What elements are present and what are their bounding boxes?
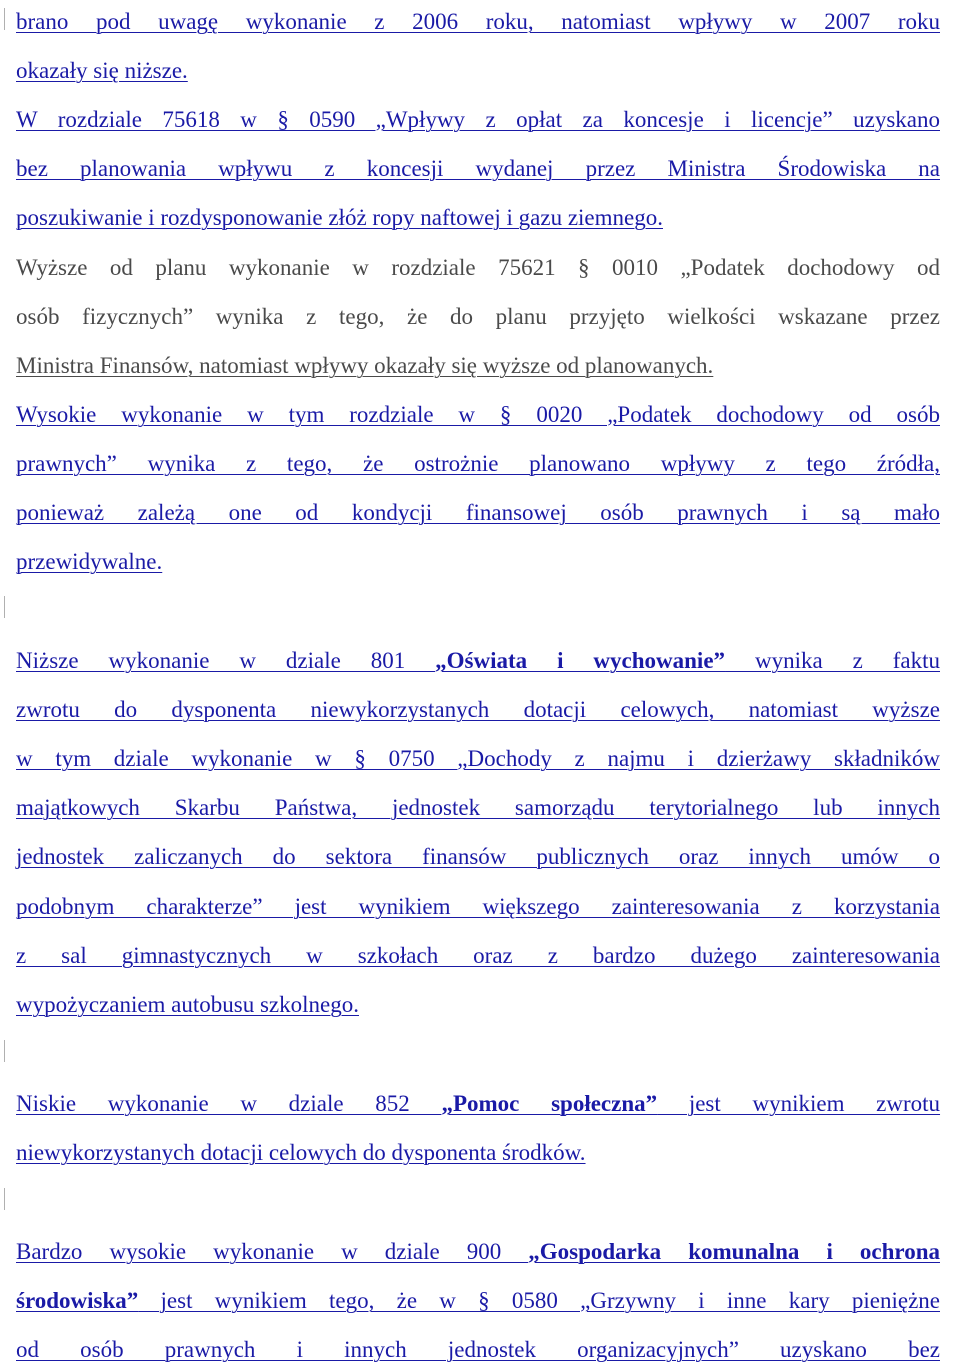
text-line: brano pod uwagę wykonanie z 2006 roku, natomiast wpływy w 2007 roku xyxy=(16,9,940,34)
text-line xyxy=(16,1090,940,1118)
text-segment: jest wynikiem tego, że w § 0580 „Grzywny i inne kary pieniężne xyxy=(138,1288,940,1313)
text-line: prawnych” wynika z tego, że ostrożnie planowano wpływy z tego źródła, xyxy=(16,451,940,476)
text-line: od osób prawnych i innych jednostek organizacyjnych” uzyskano bez xyxy=(16,1337,940,1362)
text-line: poszukiwanie i rozdysponowanie złóż ropy naftowej i gazu ziemnego. xyxy=(16,205,663,230)
text-line: Wysokie wykonanie w tym rozdziale w § 0020 „Podatek dochodowy od osób xyxy=(16,402,940,427)
margin-mark xyxy=(4,1188,5,1210)
text-line: niewykorzystanych dotacji celowych do dysponenta środków. xyxy=(16,1140,586,1165)
section-title: „Pomoc społeczna” xyxy=(441,1091,658,1116)
text-line: Wyższe od planu wykonanie w rozdziale 75621 § 0010 „Podatek dochodowy od xyxy=(16,255,940,280)
text-line: wypożyczaniem autobusu szkolnego. xyxy=(16,992,359,1017)
text-segment: Bardzo wysokie wykonanie w dziale 900 xyxy=(16,1239,529,1264)
text-line: jednostek zaliczanych do sektora finansów publicznych oraz innych umów o xyxy=(16,844,940,869)
text-line: W rozdziale 75618 w § 0590 „Wpływy z opłat za koncesje i licencje” uzyskano xyxy=(16,107,940,132)
section-title: środowiska” xyxy=(16,1288,139,1313)
text-line: Ministra Finansów, natomiast wpływy okazały się wyższe od planowanych. xyxy=(16,353,714,378)
text-line: okazały się niższe. xyxy=(16,58,188,83)
text-line: ponieważ zależą one od kondycji finansowej osób prawnych i są mało xyxy=(16,500,940,525)
margin-mark xyxy=(4,596,5,618)
text-line: przewidywalne. xyxy=(16,549,163,574)
text-line: bez planowania wpływu z koncesji wydanej przez Ministra Środowiska na xyxy=(16,156,940,181)
text-line xyxy=(16,647,940,675)
text-line: majątkowych Skarbu Państwa, jednostek samorządu terytorialnego lub innych xyxy=(16,795,940,820)
text-line: z sal gimnastycznych w szkołach oraz z bardzo dużego zainteresowania xyxy=(16,943,940,968)
text-segment: wynika z faktu xyxy=(725,648,940,673)
text-segment: Niższe wykonanie w dziale 801 xyxy=(16,648,436,673)
section-title: „Oświata i wychowanie” xyxy=(435,648,726,673)
text-line: osób fizycznych” wynika z tego, że do planu przyjęto wielkości wskazane przez xyxy=(16,304,940,329)
text-line: zwrotu do dysponenta niewykorzystanych dotacji celowych, natomiast wyższe xyxy=(16,697,940,722)
text-line: podobnym charakterze” jest wynikiem większego zainteresowania z korzystania xyxy=(16,894,940,919)
text-line: w tym dziale wykonanie w § 0750 „Dochody z najmu i dzierżawy składników xyxy=(16,746,940,771)
section-title: „Gospodarka komunalna i ochrona xyxy=(528,1239,940,1264)
text-line xyxy=(16,1238,940,1266)
text-line xyxy=(16,1287,940,1315)
text-segment: Niskie wykonanie w dziale 852 xyxy=(16,1091,442,1116)
text-segment: jest wynikiem zwrotu xyxy=(657,1091,941,1116)
margin-mark xyxy=(4,1040,5,1062)
margin-mark xyxy=(4,8,5,30)
